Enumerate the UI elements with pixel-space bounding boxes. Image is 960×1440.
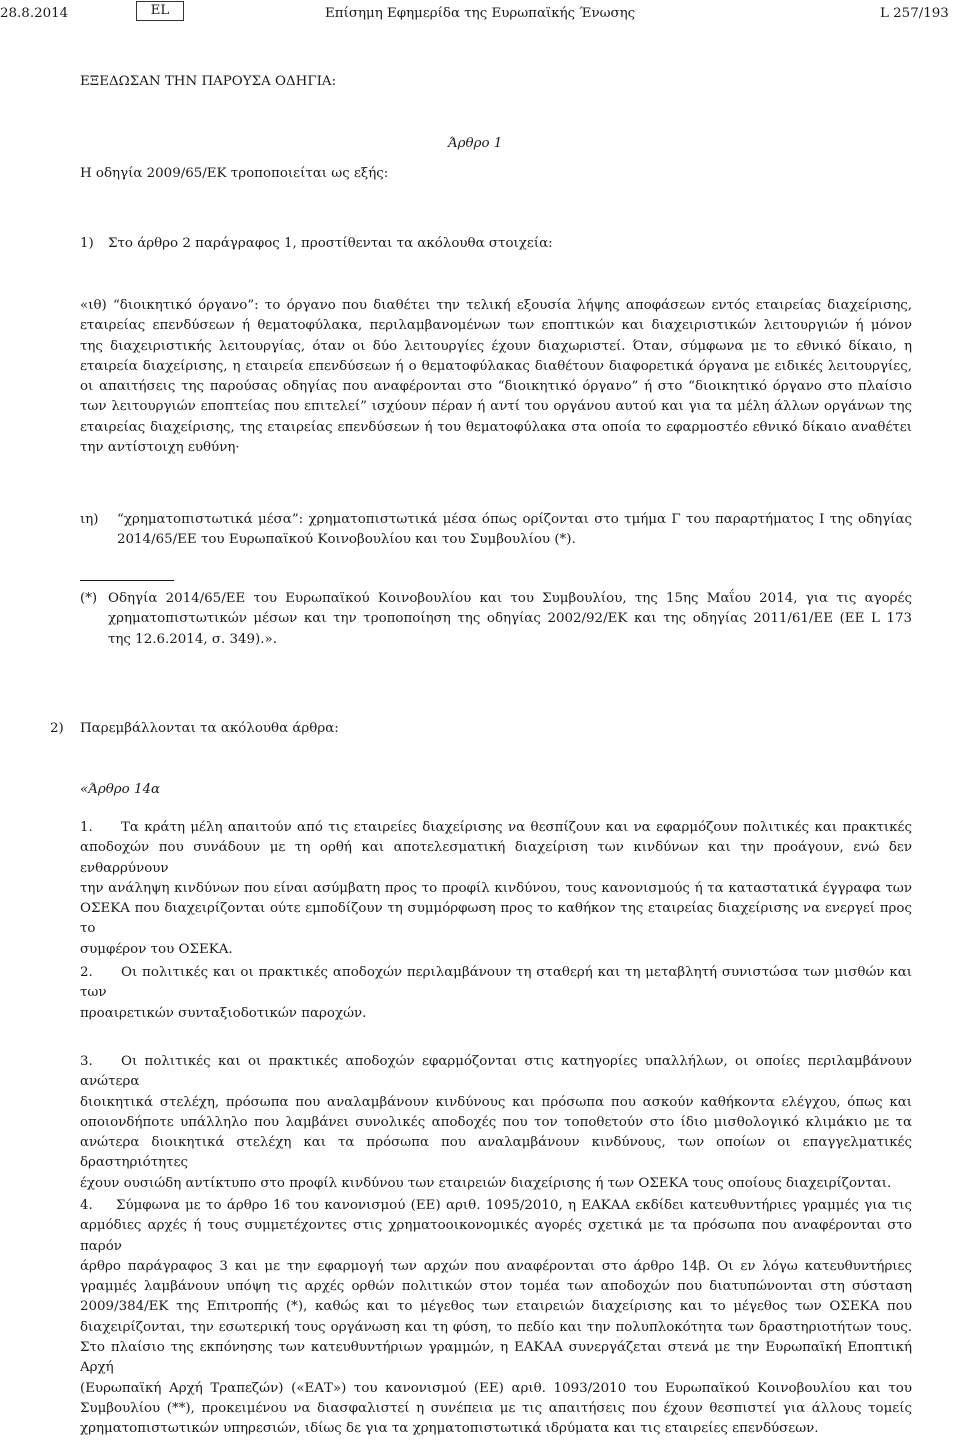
definition-ith-line: την αντίστοιχη ευθύνη· xyxy=(80,440,240,456)
paragraph-2 xyxy=(80,963,912,1024)
paragraph-line: αποδοχών που συνάδουν με τη ορθή και αποτελεσματική διαχείριση των κινδύνων και την προάγουν, ενώ δεν ενθαρρύνουν xyxy=(80,840,912,876)
paragraph-line: Στο πλαίσιο της εκπόνησης των κατευθυντήριων γραμμών, η ΕΑΚΑΑ συνεργάζεται στενά με την Ευρωπαϊκή Εποπτική Αρχή xyxy=(80,1340,912,1376)
paragraph-2-number: 2. xyxy=(80,965,93,980)
definition-ie xyxy=(117,510,912,551)
paragraph-4-number: 4. xyxy=(80,1198,93,1213)
journal-title: Επίσημη Εφημερίδα της Ευρωπαϊκής Ένωσης xyxy=(325,6,636,21)
paragraph-line: άρθρο παράγραφος 3 και με την εφαρμογή των αρχών που αναφέρονται στο άρθρο 14β. Οι εν λόγω κατευθυντήριες xyxy=(80,1258,912,1274)
amendment-line: Η οδηγία 2009/65/ΕΚ τροποποιείται ως εξής: xyxy=(80,166,389,181)
paragraph-3-number: 3. xyxy=(80,1054,93,1069)
article-14a-heading: «Άρθρο 14α xyxy=(80,782,161,797)
definition-ith-line: εταιρείας επενδύσεων ή θεματοφύλακα, περιλαμβανομένων των εποπτικών και διαχειριστικών λειτουργιών ή μόνον xyxy=(80,318,912,334)
paragraph-1 xyxy=(80,818,912,960)
paragraph-line: Οι πολιτικές και οι πρακτικές αποδοχών περιλαμβάνουν τη σταθερή και τη μεταβλητή συνιστώσα των μισθών και των xyxy=(80,965,912,1001)
paragraph-line: έχουν ουσιώδη αντίκτυπο στο προφίλ κινδύνου των εταιρειών διαχείρισης ή των ΟΣΕΚΑ τους οποίους διαχειρίζονται. xyxy=(80,1175,892,1191)
page-reference: L 257/193 xyxy=(880,6,949,21)
article-1-heading: Άρθρο 1 xyxy=(448,136,503,151)
footnote-separator xyxy=(80,580,174,581)
paragraph-line: ανώτερα διοικητικά στελέχη και τα πρόσωπα που αναλαμβάνουν κινδύνους, των οποίων οι επαγγελματικές δραστηριότητες xyxy=(80,1135,912,1171)
paragraph-line: διαχειρίζονται, την εσωτερική τους οργάνωση και τη φύση, το πεδίο και την πολυπλοκότητα των δραστηριοτήτων τους. xyxy=(80,1319,912,1335)
paragraph-line: (Ευρωπαϊκή Αρχή Τραπεζών) («ΕΑΤ») του κανονισμού (ΕΕ) αριθ. 1093/2010 του Ευρωπαϊκού Κοινοβουλίου και του xyxy=(80,1380,912,1396)
language-badge: EL xyxy=(136,1,184,21)
paragraph-line: χρηματοπιστωτικών υπηρεσιών, ιδίως δε για τα χρηματοπιστωτικά ιδρύματα και τις εταιρείες επενδύσεων. xyxy=(80,1421,819,1437)
footnote-line: Οδηγία 2014/65/ΕΕ του Ευρωπαϊκού Κοινοβουλίου και του Συμβουλίου, της 15ης Μαΐου 2014, για τις αγορές xyxy=(108,591,912,606)
paragraph-4 xyxy=(80,1196,912,1440)
paragraph-line: γραμμές λαμβάνουν υπόψη τις αρχές ορθών πολιτικών στον τομέα των αποδοχών που διατυπώνονται στη σύσταση xyxy=(80,1279,912,1295)
paragraph-line: συμφέρον του ΟΣΕΚΑ. xyxy=(80,941,233,957)
paragraph-3 xyxy=(80,1052,912,1194)
paragraph-line: 2009/384/ΕΚ της Επιτροπής (*), καθώς και το μέγεθος των εταιρειών διαχείρισης και το μέγεθος των ΟΣΕΚΑ που xyxy=(80,1299,912,1315)
journal-header xyxy=(0,4,960,28)
definition-ith-line: οι απαιτήσεις της παρούσας οδηγίας που αναφέρονται στο “διοικητικό όργανο” ή στο “διοικητικό όργανο στο πλαίσιο xyxy=(80,379,912,395)
definition-ith-line: των λειτουργιών εποπτείας που επιτελεί” ισχύουν πέραν ή αντί του οργάνου αυτού και για τα μέλη άλλων οργάνων της xyxy=(80,399,912,415)
paragraph-line: προαιρετικών συνταξιοδοτικών παροχών. xyxy=(80,1005,367,1021)
definition-ith xyxy=(80,296,912,458)
paragraph-line: αρμόδιες αρχές ή τους συμμετέχοντες στις χρηματοοικονομικές αγορές σχετικά με τα πρόσωπα που αναφέρονται στο παρόν xyxy=(80,1218,912,1254)
definition-ie-line: 2014/65/ΕΕ του Ευρωπαϊκού Κοινοβουλίου και του Συμβουλίου (*). xyxy=(117,532,576,548)
footnote xyxy=(108,589,912,650)
definition-ith-line: εταιρεία διαχείρισης, η εταιρεία επενδύσεων ή ο θεματοφύλακας διαθέτουν διαφορετικά όργανα με ειδικές λειτουργίες, xyxy=(80,358,912,374)
definition-ie-line: “χρηματοπιστωτικά μέσα”: χρηματοπιστωτικά μέσα όπως ορίζονται στο τμήμα Γ του παραρτήματος Ι της οδηγίας xyxy=(117,512,912,527)
footnote-label: (*) xyxy=(80,591,98,606)
paragraph-line: Σύμφωνα με το άρθρο 16 του κανονισμού (ΕΕ) αριθ. 1095/2010, η ΕΑΚΑΑ εκδίδει κατευθυντήριες γραμμές για τις xyxy=(116,1198,912,1213)
paragraph-line: Τα κράτη μέλη απαιτούν από τις εταιρείες διαχείρισης να θεσπίζουν και να εφαρμόζουν πολιτικές και πρακτικές xyxy=(121,820,912,835)
definition-ie-label: ιη) xyxy=(80,512,99,527)
paragraph-line: ΟΣΕΚΑ που διαχειρίζονται ούτε εμποδίζουν τη συμμόρφωση προς το καθήκον της εταιρείας διαχείρισης να ενεργεί προς το xyxy=(80,901,912,937)
definition-ith-line: «ιθ) “διοικητικό όργανο”: το όργανο που διαθέτει την τελική εξουσία λήψης αποφάσεων εντός εταιρείας διαχείρισης, xyxy=(80,298,912,313)
paragraph-line: διοικητικά στελέχη, πρόσωπα που αναλαμβάνουν κινδύνους και πρόσωπα που ασκούν καθήκοντα ελέγχου, όπως και xyxy=(80,1094,912,1110)
paragraph-line: Συμβουλίου (**), προκειμένου να διασφαλιστεί η συνέπεια με τις απαιτήσεις που έχουν θεσπιστεί για άλλους τομείς xyxy=(80,1400,912,1416)
point-1-number: 1) xyxy=(80,236,94,251)
definition-ith-line: εταιρείας διαχείρισης, της εταιρείας επενδύσεων ή του θεματοφύλακα στα οποία το εφαρμοστέο εθνικό δίκαιο αναθέτει xyxy=(80,419,912,435)
footnote-line: της 12.6.2014, σ. 349).». xyxy=(108,631,277,647)
header-date: 28.8.2014 xyxy=(0,6,69,21)
paragraph-line: Οι πολιτικές και οι πρακτικές αποδοχών εφαρμόζονται στις κατηγορίες υπαλλήλων, οι οποίες περιλαμβάνουν ανώτερα xyxy=(80,1054,912,1090)
footnote-line: χρηματοπιστωτικών μέσων και την τροποποίηση της οδηγίας 2002/92/ΕΚ και της οδηγίας 2011/61/ΕΕ (ΕΕ L 173 xyxy=(108,611,912,627)
point-2-text: Παρεμβάλλονται τα ακόλουθα άρθρα: xyxy=(80,721,339,736)
paragraph-line: οποιονδήποτε υπάλληλο που λαμβάνει συνολικές αποδοχές που τον τοποθετούν στο ίδιο μισθολογικό κλιμάκιο με τα xyxy=(80,1114,912,1130)
point-2-number: 2) xyxy=(50,721,64,736)
definition-ith-line: της διαχειριστικής λειτουργίας, όταν οι δύο λειτουργίες έχουν διαχωριστεί. Όταν, σύμφωνα με το εθνικό δίκαιο, η xyxy=(80,338,912,354)
paragraph-1-number: 1. xyxy=(80,820,93,835)
point-1-text: Στο άρθρο 2 παράγραφος 1, προστίθενται τα ακόλουθα στοιχεία: xyxy=(108,236,553,251)
enacting-formula: ΕΞΕΔΩΣΑΝ ΤΗΝ ΠΑΡΟΥΣΑ ΟΔΗΓΙΑ: xyxy=(80,74,337,89)
paragraph-line: την ανάληψη κινδύνων που είναι ασύμβατη προς το προφίλ κινδύνου, τους κανονισμούς ή τα καταστατικά έγγραφα των xyxy=(80,880,912,896)
